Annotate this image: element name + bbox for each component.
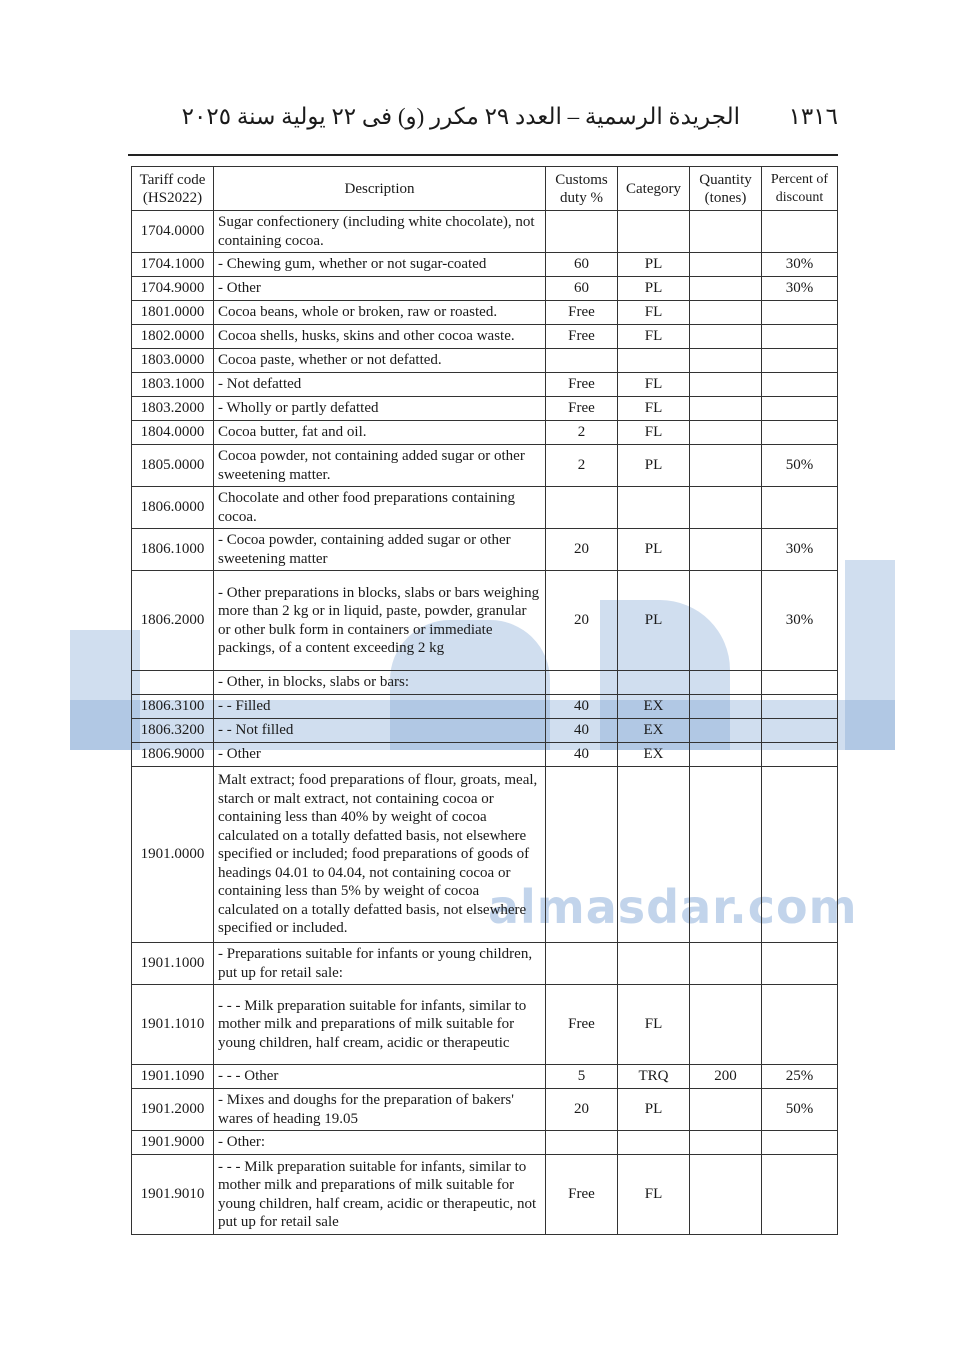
category-cell: EX: [618, 743, 690, 767]
description-cell: Sugar confectionery (including white chocolate), not containing cocoa.: [214, 211, 546, 253]
tariff-code-cell: 1806.9000: [132, 743, 214, 767]
quantity-cell: [690, 397, 762, 421]
tariff-code-cell: 1704.0000: [132, 211, 214, 253]
category-cell: TRQ: [618, 1065, 690, 1089]
watermark-logo-block-left: [70, 630, 140, 750]
customs-duty-cell: 20: [546, 1089, 618, 1131]
discount-cell: [762, 985, 838, 1065]
category-cell: [618, 211, 690, 253]
tariff-code-cell: 1805.0000: [132, 445, 214, 487]
description-cell: Cocoa shells, husks, skins and other cocoa waste.: [214, 325, 546, 349]
quantity-cell: [690, 571, 762, 671]
tariff-code-cell: 1806.3200: [132, 719, 214, 743]
table-header-row: [132, 167, 838, 211]
tariff-code-cell: 1901.9010: [132, 1155, 214, 1235]
discount-cell: 25%: [762, 1065, 838, 1089]
table-row: [132, 349, 838, 373]
watermark-text: almasdar.com: [488, 880, 858, 934]
quantity-cell: [690, 253, 762, 277]
customs-duty-cell: Free: [546, 985, 618, 1065]
table-row: [132, 743, 838, 767]
description-cell: - Wholly or partly defatted: [214, 397, 546, 421]
customs-duty-cell: 40: [546, 695, 618, 719]
quantity-cell: [690, 529, 762, 571]
description-cell: Cocoa beans, whole or broken, raw or roasted.: [214, 301, 546, 325]
table-row: [132, 253, 838, 277]
quantity-cell: [690, 1089, 762, 1131]
tariff-code-cell: 1901.9000: [132, 1131, 214, 1155]
tariff-table: [131, 166, 838, 1235]
description-cell: - - Filled: [214, 695, 546, 719]
category-cell: PL: [618, 529, 690, 571]
quantity-cell: [690, 277, 762, 301]
quantity-cell: 200: [690, 1065, 762, 1089]
customs-duty-cell: Free: [546, 397, 618, 421]
col-header-category: Category: [618, 167, 690, 211]
tariff-code-cell: 1801.0000: [132, 301, 214, 325]
table-row: [132, 445, 838, 487]
tariff-code-cell: 1806.0000: [132, 487, 214, 529]
page-header: [128, 104, 838, 140]
category-cell: [618, 767, 690, 943]
category-cell: EX: [618, 695, 690, 719]
quantity-cell: [690, 445, 762, 487]
description-cell: - - - Milk preparation suitable for infants, similar to mother milk and preparations of milk suitable for young children, half cream, acidic or therapeutic: [214, 985, 546, 1065]
customs-duty-cell: [546, 349, 618, 373]
tariff-code-cell: 1901.0000: [132, 767, 214, 943]
tariff-code-cell: 1802.0000: [132, 325, 214, 349]
table-row: [132, 1065, 838, 1089]
description-cell: - Mixes and doughs for the preparation of bakers' wares of heading 19.05: [214, 1089, 546, 1131]
customs-duty-cell: Free: [546, 1155, 618, 1235]
description-cell: Malt extract; food preparations of flour, groats, meal, starch or malt extract, not containing cocoa or containing less than 40% by weight of cocoa calculated on a totally defatted basis, not elsewhere specified or included; food preparations of goods of headings 04.01 to 04.04, not containing cocoa or containing less than 5% by weight of cocoa calculated on a totally defatted basis, not elsewhere specified or included.: [214, 767, 546, 943]
category-cell: [618, 487, 690, 529]
table-row: [132, 671, 838, 695]
category-cell: FL: [618, 421, 690, 445]
customs-duty-cell: 2: [546, 421, 618, 445]
description-cell: Cocoa butter, fat and oil.: [214, 421, 546, 445]
category-cell: FL: [618, 301, 690, 325]
discount-cell: [762, 397, 838, 421]
quantity-cell: [690, 943, 762, 985]
discount-cell: [762, 943, 838, 985]
quantity-cell: [690, 1131, 762, 1155]
tariff-code-cell: 1806.3100: [132, 695, 214, 719]
quantity-cell: [690, 487, 762, 529]
tariff-code-cell: 1803.2000: [132, 397, 214, 421]
quantity-cell: [690, 743, 762, 767]
category-cell: FL: [618, 1155, 690, 1235]
tariff-code-cell: 1704.1000: [132, 253, 214, 277]
category-cell: [618, 943, 690, 985]
customs-duty-cell: 60: [546, 253, 618, 277]
category-cell: [618, 349, 690, 373]
quantity-cell: [690, 301, 762, 325]
tariff-code-cell: [132, 671, 214, 695]
description-cell: - - - Milk preparation suitable for infants, similar to mother milk and preparations of milk suitable for young children, half cream, acidic or therapeutic, not put up for retail sale: [214, 1155, 546, 1235]
customs-duty-cell: 60: [546, 277, 618, 301]
discount-cell: [762, 349, 838, 373]
description-cell: - Other: [214, 277, 546, 301]
table-row: [132, 421, 838, 445]
discount-cell: [762, 487, 838, 529]
customs-duty-cell: 20: [546, 529, 618, 571]
category-cell: EX: [618, 719, 690, 743]
table-row: [132, 373, 838, 397]
discount-cell: [762, 325, 838, 349]
discount-cell: [762, 211, 838, 253]
description-cell: - - Not filled: [214, 719, 546, 743]
category-cell: FL: [618, 325, 690, 349]
table-row: [132, 1089, 838, 1131]
category-cell: FL: [618, 397, 690, 421]
discount-cell: 30%: [762, 529, 838, 571]
discount-cell: [762, 373, 838, 397]
col-header-description: Description: [214, 167, 546, 211]
quantity-cell: [690, 1155, 762, 1235]
discount-cell: [762, 1131, 838, 1155]
table-row: [132, 695, 838, 719]
discount-cell: [762, 767, 838, 943]
table-row: [132, 211, 838, 253]
quantity-cell: [690, 211, 762, 253]
customs-duty-cell: Free: [546, 373, 618, 397]
tariff-code-cell: 1901.2000: [132, 1089, 214, 1131]
description-cell: - Other preparations in blocks, slabs or bars weighing more than 2 kg or in liquid, paste, powder, granular or other bulk form in containers or immediate packings, of a content exceeding 2 kg: [214, 571, 546, 671]
discount-cell: 30%: [762, 277, 838, 301]
table-row: [132, 277, 838, 301]
category-cell: PL: [618, 277, 690, 301]
tariff-code-cell: 1803.1000: [132, 373, 214, 397]
col-header-code: Tariff code (HS2022): [132, 167, 214, 211]
discount-cell: 30%: [762, 571, 838, 671]
tariff-code-cell: 1806.2000: [132, 571, 214, 671]
table-row: [132, 1155, 838, 1235]
table-row: [132, 719, 838, 743]
category-cell: [618, 1131, 690, 1155]
discount-cell: [762, 1155, 838, 1235]
description-cell: - - - Other: [214, 1065, 546, 1089]
table-row: [132, 325, 838, 349]
discount-cell: [762, 421, 838, 445]
quantity-cell: [690, 695, 762, 719]
quantity-cell: [690, 985, 762, 1065]
customs-duty-cell: 5: [546, 1065, 618, 1089]
category-cell: PL: [618, 253, 690, 277]
category-cell: FL: [618, 985, 690, 1065]
category-cell: [618, 671, 690, 695]
table-row: [132, 397, 838, 421]
customs-duty-cell: Free: [546, 301, 618, 325]
description-cell: - Other:: [214, 1131, 546, 1155]
customs-duty-cell: [546, 943, 618, 985]
col-header-duty: Customs duty %: [546, 167, 618, 211]
gazette-title: الجريدة الرسمية – العدد ٢٩ مكرر (و) فى ٢٢ يولية سنة ٢٠٢٥: [181, 104, 740, 129]
tariff-code-cell: 1806.1000: [132, 529, 214, 571]
description-cell: - Preparations suitable for infants or young children, put up for retail sale:: [214, 943, 546, 985]
quantity-cell: [690, 671, 762, 695]
tariff-code-cell: 1704.9000: [132, 277, 214, 301]
category-cell: PL: [618, 1089, 690, 1131]
tariff-code-cell: 1901.1010: [132, 985, 214, 1065]
col-header-quantity: Quantity (tones): [690, 167, 762, 211]
discount-cell: [762, 743, 838, 767]
description-cell: - Chewing gum, whether or not sugar-coated: [214, 253, 546, 277]
table-row: [132, 571, 838, 671]
page-number: ١٣١٦: [788, 104, 838, 129]
customs-duty-cell: 40: [546, 719, 618, 743]
description-cell: - Cocoa powder, containing added sugar or other sweetening matter: [214, 529, 546, 571]
customs-duty-cell: [546, 487, 618, 529]
table-row: [132, 487, 838, 529]
description-cell: - Other, in blocks, slabs or bars:: [214, 671, 546, 695]
quantity-cell: [690, 719, 762, 743]
category-cell: FL: [618, 373, 690, 397]
quantity-cell: [690, 325, 762, 349]
quantity-cell: [690, 421, 762, 445]
table-row: [132, 529, 838, 571]
col-header-discount: Percent of discount: [762, 167, 838, 211]
tariff-code-cell: 1804.0000: [132, 421, 214, 445]
description-cell: Cocoa powder, not containing added sugar or other sweetening matter.: [214, 445, 546, 487]
description-cell: - Not defatted: [214, 373, 546, 397]
customs-duty-cell: Free: [546, 325, 618, 349]
tariff-code-cell: 1901.1090: [132, 1065, 214, 1089]
table-row: [132, 767, 838, 943]
header-divider: [128, 154, 838, 156]
customs-duty-cell: 40: [546, 743, 618, 767]
table-row: [132, 1131, 838, 1155]
description-cell: Chocolate and other food preparations containing cocoa.: [214, 487, 546, 529]
table-row: [132, 301, 838, 325]
customs-duty-cell: [546, 211, 618, 253]
tariff-code-cell: 1901.1000: [132, 943, 214, 985]
discount-cell: [762, 301, 838, 325]
quantity-cell: [690, 349, 762, 373]
discount-cell: [762, 695, 838, 719]
customs-duty-cell: [546, 671, 618, 695]
table-row: [132, 943, 838, 985]
description-cell: - Other: [214, 743, 546, 767]
discount-cell: 50%: [762, 445, 838, 487]
category-cell: PL: [618, 445, 690, 487]
quantity-cell: [690, 373, 762, 397]
tariff-code-cell: 1803.0000: [132, 349, 214, 373]
quantity-cell: [690, 767, 762, 943]
discount-cell: [762, 671, 838, 695]
customs-duty-cell: 2: [546, 445, 618, 487]
discount-cell: 30%: [762, 253, 838, 277]
customs-duty-cell: [546, 767, 618, 943]
customs-duty-cell: 20: [546, 571, 618, 671]
description-cell: Cocoa paste, whether or not defatted.: [214, 349, 546, 373]
discount-cell: [762, 719, 838, 743]
customs-duty-cell: [546, 1131, 618, 1155]
discount-cell: 50%: [762, 1089, 838, 1131]
category-cell: PL: [618, 571, 690, 671]
table-row: [132, 985, 838, 1065]
